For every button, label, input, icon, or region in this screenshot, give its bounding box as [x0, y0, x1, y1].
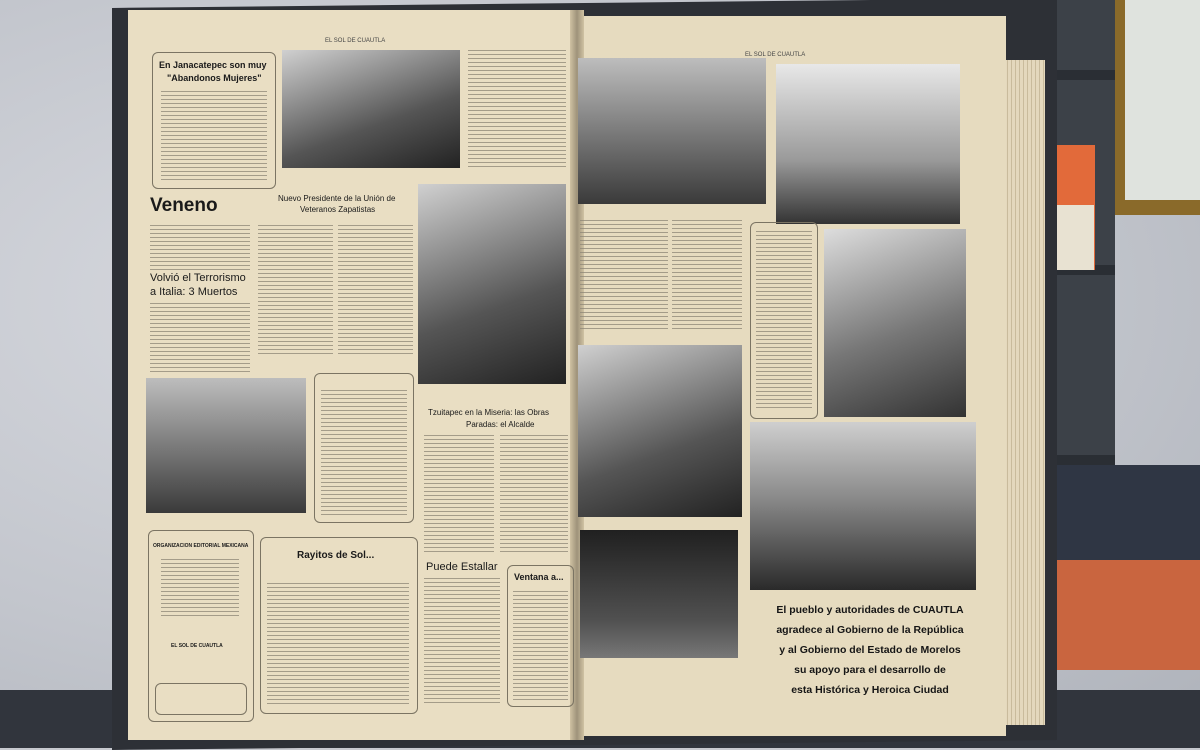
text-column: [150, 225, 250, 270]
announcement-line-1: El pueblo y autoridades de CUAUTLA: [776, 604, 964, 616]
org-box: [148, 530, 254, 722]
photo-men-meeting: [282, 50, 460, 168]
side-article: [314, 373, 414, 523]
headline-veneno: Veneno: [150, 195, 218, 216]
photo-workers-equipment: [578, 345, 742, 517]
announcement-line-2: agradece al Gobierno de la República: [776, 624, 964, 636]
headline-presidente: Nuevo Presidente de la Unión de: [278, 194, 396, 203]
floor-tiles: [1045, 560, 1200, 670]
headline-tzuitapec: Tzuitapec en la Miseria: las Obras: [428, 408, 549, 417]
headline-rayitos: Rayitos de Sol...: [297, 550, 375, 561]
text-column: [150, 303, 250, 373]
rayitos-article: [260, 537, 418, 714]
picture-frame: [1115, 0, 1200, 215]
headline-terrorismo-2: a Italia: 3 Muertos: [150, 286, 238, 298]
cuautla-announcement: [745, 600, 995, 715]
masthead-left: EL SOL DE CUAUTLA: [325, 38, 386, 44]
right-article-box: [750, 222, 818, 419]
janaco-article: [152, 52, 276, 189]
ventana-article: [507, 565, 574, 707]
headline-presidente-2: Veteranos Zapatistas: [300, 205, 376, 214]
text-column: [424, 578, 500, 706]
text-column: [468, 50, 566, 170]
text-column: [672, 220, 742, 330]
headline-janaco-2: "Abandonos Mujeres": [167, 73, 262, 83]
text-column: [338, 225, 413, 355]
masthead-right: EL SOL DE CUAUTLA: [745, 52, 806, 58]
announcement-line-3: y al Gobierno del Estado de Morelos: [779, 644, 961, 656]
headline-tzuitapec-2: Paradas: el Alcalde: [466, 420, 535, 429]
photo-mountains-town: [750, 422, 976, 590]
text-column: [258, 225, 333, 355]
announcement-line-4: su apoyo para el desarrollo de: [794, 664, 946, 676]
headline-terrorismo: Volvió el Terrorismo: [150, 272, 246, 284]
page-edges: [1000, 60, 1045, 725]
headline-janaco: En Janacatepec son muy: [159, 60, 267, 70]
announcement-line-5: esta Histórica y Heroica Ciudad: [791, 684, 949, 696]
photo-road: [776, 64, 960, 224]
org-paper-name: EL SOL DE CUAUTLA: [171, 643, 223, 649]
photo-horsemen: [146, 378, 306, 513]
photo-crowd-woman: [418, 184, 566, 384]
photo-night-crowd: [580, 530, 738, 658]
photo-people-group: [824, 229, 966, 417]
org-title: ORGANIZACION EDITORIAL MEXICANA: [153, 543, 249, 549]
headline-ventana: Ventana a...: [514, 572, 564, 582]
headline-puede: Puede Estallar: [426, 561, 498, 573]
text-column: [424, 435, 494, 555]
photo-train-station: [578, 58, 766, 204]
text-column: [580, 220, 668, 330]
text-column: [500, 435, 568, 555]
